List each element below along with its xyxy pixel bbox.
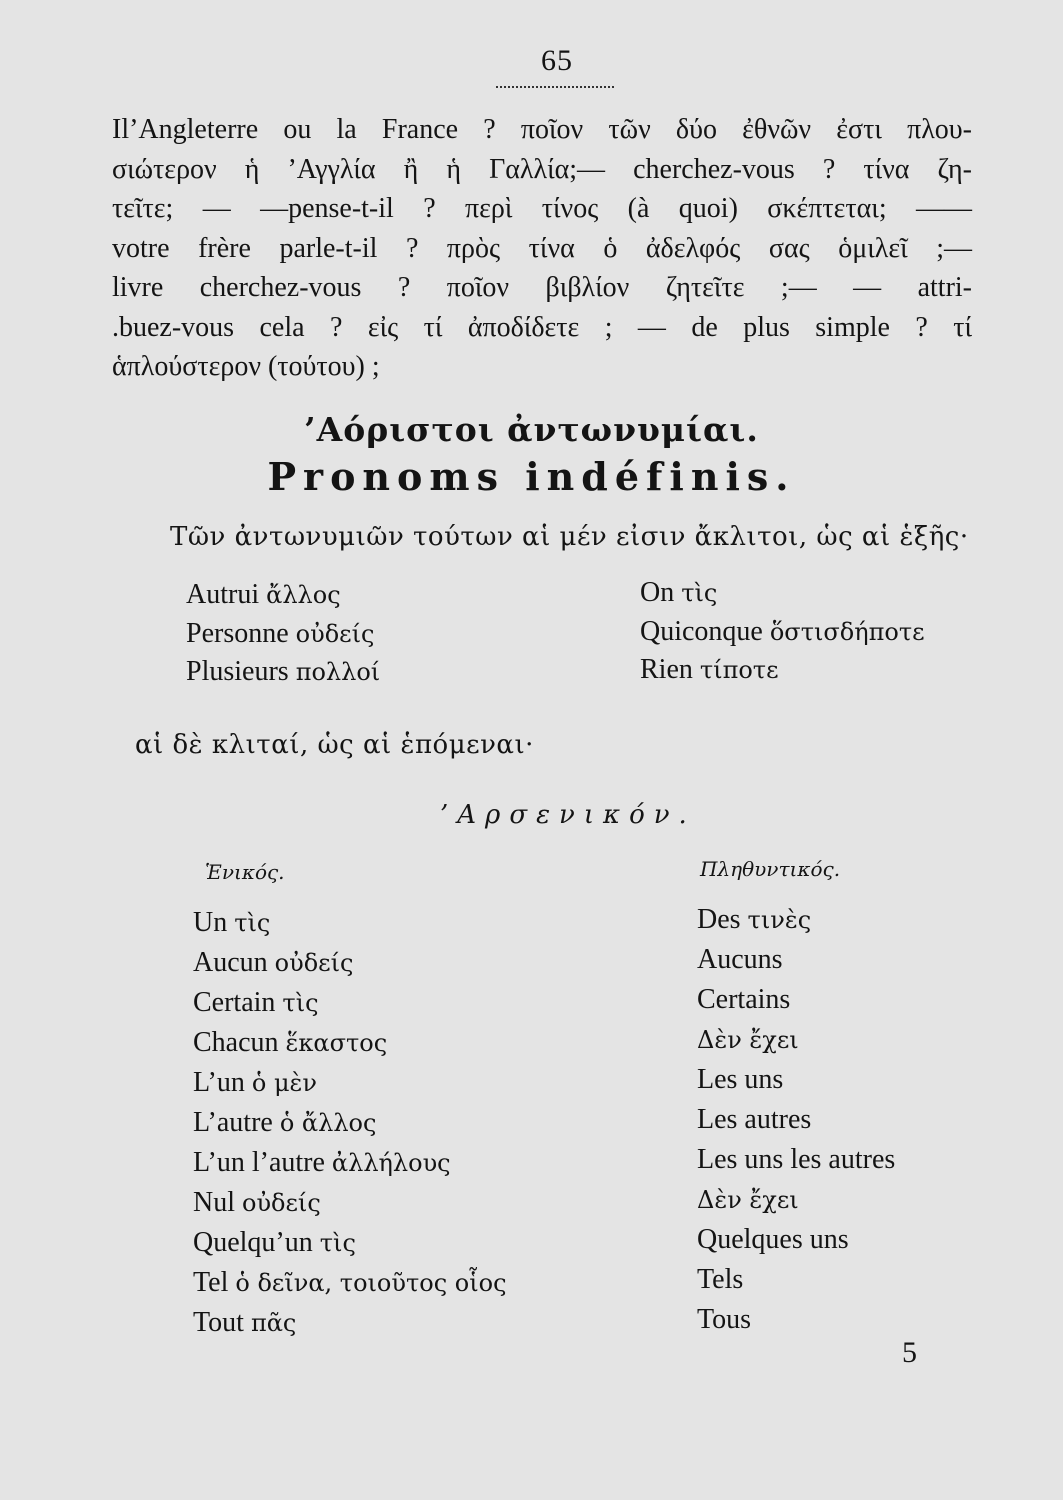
page-number-bottom: 5 [902,1336,917,1369]
list-item: L’un ὁ μὲν [193,1067,318,1098]
paragraph-line: τεῖτε; — —pense-t-il ? περὶ τίνος (à quoi) σκέπτεται; —— [112,193,972,224]
list-item: Rien τίποτε [640,654,779,685]
section-heading-french: Pronoms indéfinis. [267,454,796,499]
list-item: Chacun ἕκαστος [193,1027,388,1058]
list-item: Autrui ἄλλος [186,579,341,610]
list-item: Tous [697,1304,752,1335]
list-item: Les autres [697,1104,812,1135]
list-item: Personne οὐδείς [186,617,375,649]
paragraph-line: Il’Angleterre ou la France ? ποῖον τῶν δύο ἐθνῶν ἐστι πλου- [112,114,972,145]
paragraph-line: σιώτερον ἡ ’Αγγλία ἢ ἡ Γαλλία;— cherchez-vous ? τίνα ζη- [112,153,972,185]
indeclinable-left-column [186,576,380,692]
paragraph-line: ἁπλούστερον (τούτου) ; [112,351,380,382]
singular-column [193,903,507,1343]
gender-heading: ’Αρσενικόν. [440,800,696,830]
list-item: L’un l’autre ἀλλήλους [193,1147,451,1178]
list-item: Les uns les autres [697,1144,896,1175]
list-item: Des τινὲς [697,904,812,935]
list-item: Plusieurs πολλοί [186,656,381,687]
list-item: Certains [697,984,791,1015]
list-item: Quiconque ὅστισδήποτε [640,615,925,647]
list-item: Δὲν ἔχει [697,1186,799,1214]
list-item: Certain τὶς [193,987,319,1018]
list-item: Tels [697,1264,744,1295]
list-item: Quelqu’un τὶς [193,1227,356,1258]
exercise-paragraph [112,110,972,387]
intro-text: Τῶν ἀντωνυμιῶν τούτων αἱ μέν εἰσιν ἄκλιτοι, ὡς αἱ ἑξῆς· [170,522,969,552]
paragraph-line: votre frère parle-t-il ? πρὸς τίνα ὁ ἀδελφός σας ὁμιλεῖ ;— [112,232,972,264]
list-item: Un τὶς [193,907,271,938]
plural-heading: Πληθυντικός. [700,857,841,881]
header-rule [496,86,614,88]
list-item: Tout πᾶς [193,1307,297,1338]
list-item: L’autre ὁ ἄλλος [193,1107,377,1138]
plural-column [697,900,895,1340]
singular-heading: Ἑνικός. [205,860,285,884]
indeclinable-right-column [640,574,925,690]
paragraph-line: .buez-vous cela ? εἰς τί ἀποδίδετε ; — de plus simple ? τί [112,311,972,343]
section-heading-greek: ’Αόριστοι ἀντωνυμίαι. [304,410,759,449]
list-item: Quelques uns [697,1224,849,1255]
page-number-top: 65 [541,44,573,77]
list-item: Les uns [697,1064,784,1095]
list-item: Nul οὐδείς [193,1187,321,1218]
list-item: Tel ὁ δεῖνα, τοιοῦτος οἷος [193,1267,507,1298]
list-item: Aucuns [697,944,783,975]
list-item: Δὲν ἔχει [697,1026,799,1054]
paragraph-line: livre cherchez-vous ? ποῖον βιβλίον ζητεῖτε ;— — attri- [112,272,972,303]
intro-text-2: αἱ δὲ κλιταί, ὡς αἱ ἑπόμεναι· [135,730,534,760]
list-item: Aucun οὐδείς [193,947,354,978]
list-item: On τὶς [640,577,718,608]
